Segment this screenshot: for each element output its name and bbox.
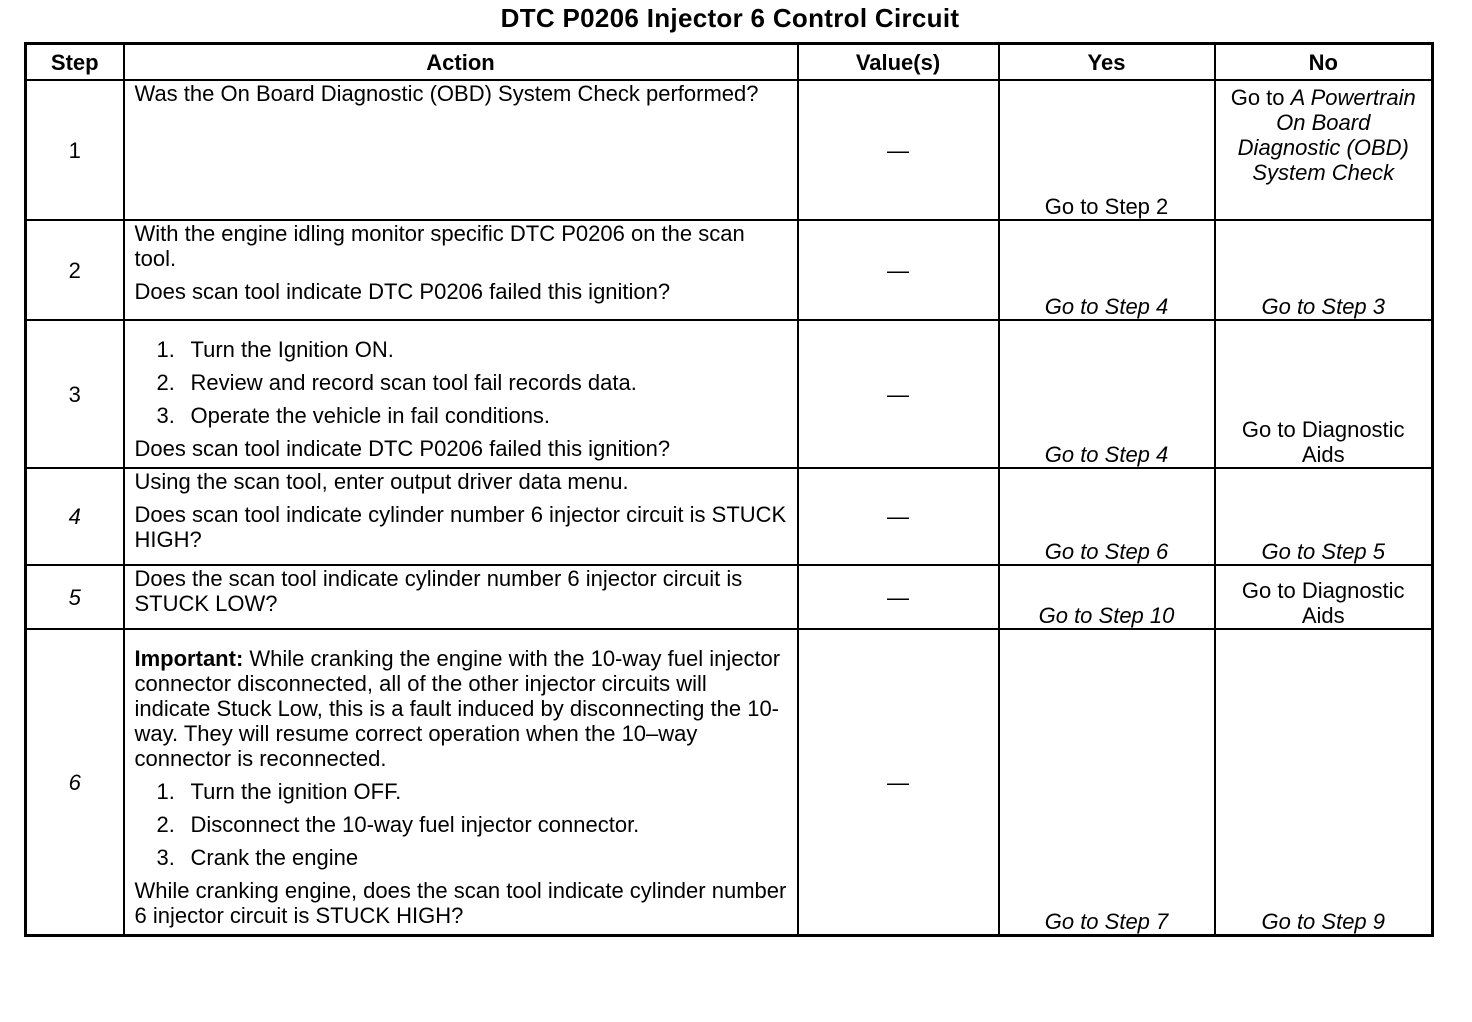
important-label: Important: <box>134 646 244 671</box>
value-cell: — <box>798 629 999 936</box>
action-question: Does the scan tool indicate cylinder number 6 injector circuit is STUCK LOW? <box>134 566 743 616</box>
action-question: Does scan tool indicate cylinder number 6 injector circuit is STUCK HIGH? <box>134 502 787 552</box>
value-cell: — <box>798 468 999 565</box>
table-row-step-6 <box>26 629 1433 936</box>
yes-goto[interactable]: Go to Step 10 <box>999 565 1215 629</box>
yes-goto[interactable]: Go to Step 4 <box>999 320 1215 468</box>
step-number: 5 <box>26 565 124 629</box>
value-cell: — <box>798 565 999 629</box>
action-text: With the engine idling monitor specific DTC P0206 on the scan tool. <box>134 221 745 271</box>
table-row-step-1 <box>26 80 1433 220</box>
table-row-step-4 <box>26 468 1433 565</box>
no-goto[interactable]: Go to Step 3 <box>1215 220 1433 320</box>
action-text: Was the On Board Diagnostic (OBD) System Check performed? <box>134 81 759 106</box>
step-number: 3 <box>26 320 124 468</box>
header-yes: Yes <box>999 44 1215 81</box>
procedure-step: 3. Crank the engine <box>156 845 359 870</box>
yes-goto[interactable]: Go to Step 6 <box>999 468 1215 565</box>
header-no: No <box>1215 44 1433 81</box>
procedure-step: 2. Review and record scan tool fail records data. <box>156 370 637 395</box>
procedure-step: 3. Operate the vehicle in fail conditions. <box>156 403 551 428</box>
action-question: Does scan tool indicate DTC P0206 failed this ignition? <box>134 436 671 461</box>
no-goto-link[interactable]: A Powertrain On Board Diagnostic (OBD) System Check <box>1237 85 1416 185</box>
action-cell <box>124 320 798 468</box>
action-cell <box>124 629 798 936</box>
procedure-list <box>135 779 787 870</box>
yes-goto[interactable]: Go to Step 2 <box>999 80 1215 220</box>
no-goto[interactable]: Go to Diagnostic Aids <box>1215 320 1433 468</box>
procedure-step: 2. Disconnect the 10-way fuel injector connector. <box>156 812 640 837</box>
yes-goto[interactable]: Go to Step 4 <box>999 220 1215 320</box>
step-number: 1 <box>26 80 124 220</box>
yes-goto[interactable]: Go to Step 7 <box>999 629 1215 936</box>
no-goto[interactable] <box>1215 80 1433 220</box>
header-row <box>26 44 1433 81</box>
no-goto[interactable]: Go to Diagnostic Aids <box>1215 565 1433 629</box>
diagnostic-table <box>24 42 1434 937</box>
no-goto[interactable]: Go to Step 9 <box>1215 629 1433 936</box>
page-title: DTC P0206 Injector 6 Control Circuit <box>500 3 960 33</box>
action-cell <box>124 80 798 220</box>
action-cell <box>124 565 798 629</box>
table-row-step-5 <box>26 565 1433 629</box>
procedure-step: 1. Turn the Ignition ON. <box>156 337 394 362</box>
step-number: 4 <box>26 468 124 565</box>
important-text: While cranking the engine with the 10-way fuel injector connector disconnected, all of the other injector circuits will indicate Stuck Low, this is a fault induced by disconnecting the 10-way. They will resume correct operation when the 10–way connector is reconnected. <box>134 646 781 771</box>
value-cell: — <box>798 80 999 220</box>
table-row-step-3 <box>26 320 1433 468</box>
no-goto-prefix: Go to <box>1230 85 1285 110</box>
step-number: 6 <box>26 629 124 936</box>
value-cell: — <box>798 220 999 320</box>
action-question: Does scan tool indicate DTC P0206 failed this ignition? <box>134 279 671 304</box>
table-row-step-2 <box>26 220 1433 320</box>
procedure-list <box>135 337 787 428</box>
action-question: While cranking engine, does the scan tool indicate cylinder number 6 injector circuit is STUCK HIGH? <box>134 878 787 928</box>
value-cell: — <box>798 320 999 468</box>
action-text: Using the scan tool, enter output driver data menu. <box>134 469 629 494</box>
header-action: Action <box>124 44 798 81</box>
important-note <box>135 646 787 771</box>
no-goto[interactable]: Go to Step 5 <box>1215 468 1433 565</box>
procedure-step: 1. Turn the ignition OFF. <box>156 779 402 804</box>
header-values: Value(s) <box>798 44 999 81</box>
step-number: 2 <box>26 220 124 320</box>
action-cell <box>124 468 798 565</box>
header-step: Step <box>26 44 124 81</box>
action-cell <box>124 220 798 320</box>
